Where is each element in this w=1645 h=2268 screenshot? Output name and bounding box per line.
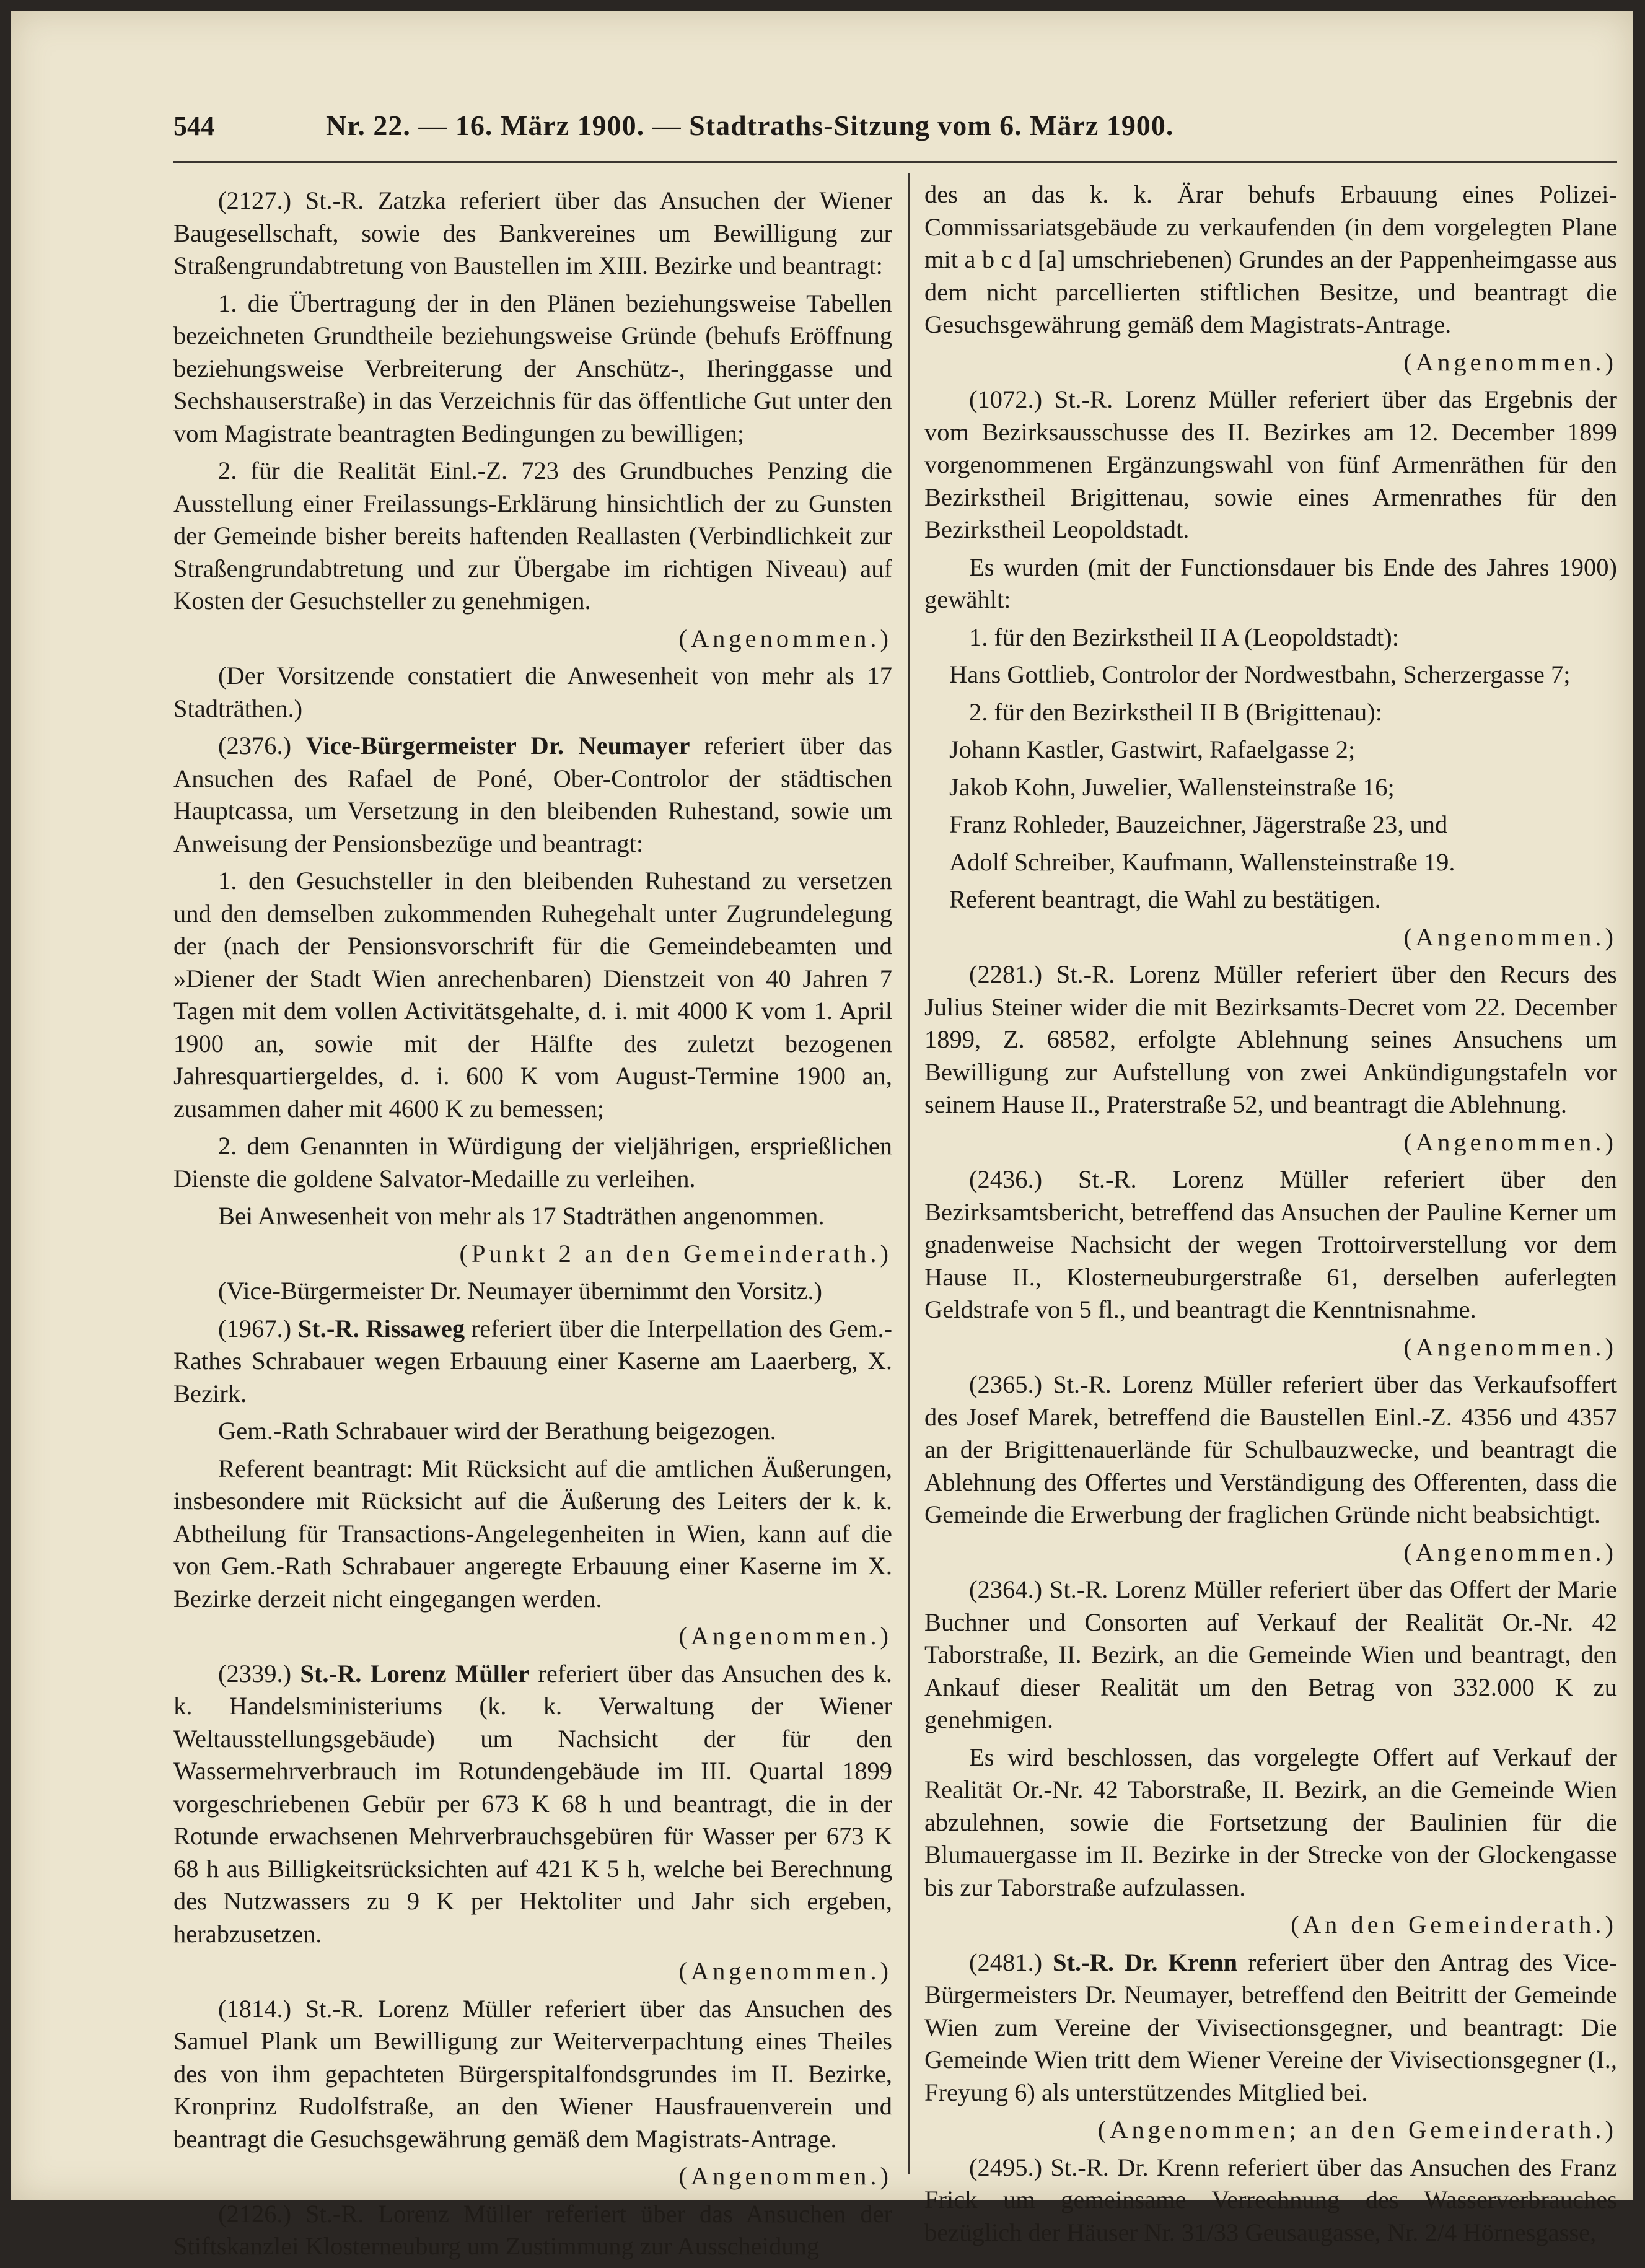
list-line: 1. für den Bezirkstheil II A (Leopoldstadt): — [969, 623, 1399, 651]
resolution-note: (Angenommen.) — [1403, 1127, 1617, 1156]
resolution-note: (An den Gemeinderath.) — [1291, 1911, 1617, 1938]
speaker-name: St.-R. Rissaweg — [297, 1314, 465, 1342]
list-line: Jakob Kohn, Juwelier, Wallensteinstraße 16; — [949, 773, 1395, 801]
item-number: (1967.) — [218, 1314, 292, 1342]
resolution-note: (Angenommen.) — [678, 1957, 892, 1985]
list-line: Franz Rohleder, Bauzeichner, Jägerstraße 23, und — [949, 810, 1448, 838]
page-header — [173, 109, 1320, 152]
item-2376-2: 2. dem Genannten in Würdigung der vieljährigen, ersprießlichen Dienste die goldene Salvator-Medaille zu verleihen. — [173, 1132, 892, 1193]
resolution-note: (Angenommen; an den Gemeinderath.) — [1097, 2116, 1617, 2143]
paragraph-1967 — [173, 1313, 892, 1411]
item-number: (2376.) — [218, 732, 292, 760]
paragraph-1072: (1072.) St.-R. Lorenz Müller referiert über das Ergebnis der vom Bezirksausschusse des II. Bezirkes am 12. December 1899 vorgenommenen Ergänzungswahl von fünf Armenräthen für den Bezirkstheil Brigittenau, sowie eines Armenrathes für den Bezirkstheil Leopoldstadt. — [924, 385, 1617, 543]
item-number: (2339.) — [218, 1659, 292, 1688]
paragraph-referent: Referent beantragt: Mit Rücksicht auf die amtlichen Äußerungen, insbesondere mit Rücksicht auf die Äußerung des Leiters der k. k. Abtheilung für Transactions-Angelegenheiten in Wien, kann auf die von Gem.-Rath Schrabauer angeregte Erbauung einer Kaserne im X. Bezirke derzeit nicht eingegangen werden. — [173, 1454, 892, 1613]
paragraph-quorum: (Der Vorsitzende constatiert die Anwesenheit von mehr als 17 Stadträthen.) — [173, 662, 892, 722]
list-line: 2. für den Bezirkstheil II B (Brigittenau): — [969, 698, 1382, 726]
running-title: Nr. 22. — 16. März 1900. — Stadtraths-Sitzung vom 6. März 1900. — [326, 110, 1174, 141]
paragraph-2281: (2281.) St.-R. Lorenz Müller referiert über den Recurs des Julius Steiner wider die mit Bezirksamts-Decret vom 22. December 1899, Z. 68582, erfolgte Ablehnung seines Ansuchens um Bewilligung zur Aufstellung von zwei Ankündigungstafeln vor seinem Hause II., Praterstraße 52, und beantragt die Ablehnung. — [924, 960, 1617, 1118]
paragraph-2127: (2127.) St.-R. Zatzka referiert über das Ansuchen der Wiener Baugesellschaft, sowie des Bankvereines um Bewilligung zur Straßengrundabtretung von Baustellen im XIII. Bezirke und beantragt: — [173, 186, 892, 279]
header-rule — [173, 161, 1617, 163]
paragraph-2339 — [173, 1658, 892, 1951]
paragraph-elected: Es wurden (mit der Functionsdauer bis Ende des Jahres 1900) gewählt: — [924, 553, 1617, 613]
column-divider — [908, 173, 910, 2174]
paragraph-2376 — [173, 730, 892, 860]
item-2376-1: 1. den Gesuchsteller in den bleibenden Ruhestand zu versetzen und den demselben zukommenden Ruhegehalt unter Zugrundelegung der (nach der Pensionsvorschrift für die Gemeindebeamten und »Diener der Stadt Wien anrechenbaren) Dienstzeit von 40 Jahren 7 Tagen mit dem vollen Activitätsgehalte, d. i. mit 4000 K vom 1. April 1900 an, sowie mit der Hälfte des zuletzt bezogenen Jahresquartiergeldes, d. i. 600 K vom August-Termine 1900 an, zusammen daher mit 4600 K zu bemessen; — [173, 867, 892, 1123]
paragraph-accepted: Bei Anwesenheit von mehr als 17 Stadträthen angenommen. — [218, 1202, 825, 1230]
paragraph-2126-cont: des an das k. k. Ärar behufs Erbauung eines Polizei-Commissariatsgebäude zu verkaufenden (in dem vorgelegten Plane mit a b c d [a] umschriebenen) Grundes an der Pappenheimgasse aus dem nicht parcellierten stiftlichen Besitze, und beantragt die Gesuchsgewährung gemäß dem Magistrats-Antrage. — [924, 180, 1617, 338]
list-line: Hans Gottlieb, Controlor der Nordwestbahn, Scherzergasse 7; — [949, 660, 1571, 688]
paragraph-1814: (1814.) St.-R. Lorenz Müller referiert über das Ansuchen des Samuel Plank um Bewilligung zur Weiterverpachtung eines Theiles des von ihm gepachteten Bürgerspitalfondsgrundes im II. Bezirke, Kronprinz Rudolfstraße, an den Wiener Hausfrauenverein und beantragt die Gesuchsgewährung gemäß dem Magistrats-Antrage. — [173, 1994, 892, 2153]
paragraph-2436: (2436.) St.-R. Lorenz Müller referiert über den Bezirksamtsbericht, betreffend das Ansuchen der Pauline Kerner um gnadenweise Nachsicht der wegen Trottoirverstellung vor dem Hause II., Klosterneuburgerstraße 61, derselben auferlegten Geldstrafe von 5 fl., und beantragt die Kenntnisnahme. — [924, 1165, 1617, 1323]
paragraph-text: referiert über das Ansuchen des k. k. Handelsministeriums (k. k. Verwaltung der Wiener Weltausstellungsgebäude) um Nachsicht der für den Wassermehrverbrauch im Rotundengebäude im III. Quartal 1899 vorgeschriebenen Gebür per 673 K 68 h und beantragt, die in der Rotunde erwachsenen Mehrverbrauchsgebüren für Wasser per 673 K 68 h aus Billigkeitsrücksichten auf 421 K 5 h, welche bei Berechnung des Nutzwassers zu 9 K per Hektoliter und Jahr sich ergeben, herabzusetzen. — [173, 1659, 893, 1948]
resolution-note: (Angenommen.) — [678, 1622, 892, 1650]
paragraph-decision: Es wird beschlossen, das vorgelegte Offert auf Verkauf der Realität Or.-Nr. 42 Taborstraße, II. Bezirk, an die Gemeinde Wien abzulehnen, sowie die Fortsetzung der Baulinien für die Blumauergasse im II. Bezirke in der Strecke von der Glockengasse bis zur Taborstraße aufzulassen. — [924, 1743, 1617, 1901]
item-number: (2481.) — [969, 1948, 1043, 1976]
newspaper-page — [11, 11, 1633, 2260]
speaker-name: Vice-Bürgermeister Dr. Neumayer — [305, 732, 690, 760]
resolution-note: (Angenommen.) — [1403, 1538, 1617, 1566]
item-2127-2: 2. für die Realität Einl.-Z. 723 des Grundbuches Penzing die Ausstellung einer Freilassungs-Erklärung hinsichtlich der zu Gunsten der Gemeinde bisher bereits haftenden Reallasten (Verbindlichkeit zur Straßengrundabtretung und zur Übergabe im richtigen Niveau) auf Kosten der Gesuchsteller zu genehmigen. — [173, 457, 892, 615]
paragraph-2365: (2365.) St.-R. Lorenz Müller referiert über das Verkaufsoffert des Josef Marek, betreffend die Baustellen Einl.-Z. 4356 und 4357 an der Brigittenauerlände für Schulbauzwecke, und beantragt die Ablehnung des Offertes und Verständigung des Offerenten, dass die Gemeinde die Erwerbung der fraglichen Gründe nicht beabsichtigt. — [924, 1370, 1617, 1528]
paragraph-text: referiert über den Antrag des Vice-Bürgermeisters Dr. Neumayer, betreffend den Beitritt der Gemeinde Wien zum Vereine der Vivisectionsgegner, und beantragt: Die Gemeinde Wien tritt dem Wiener Vereine der Vivisectionsgegner (I., Freyung 6) als unterstützendes Mitglied bei. — [924, 1948, 1618, 2106]
paragraph-2126: (2126.) St.-R. Lorenz Müller referiert über das Ansuchen der Stiftskanzlei Klosterneuburg um Zustimmung zur Ausscheidung — [173, 2199, 892, 2260]
paragraph-2495: (2495.) St.-R. Dr. Krenn referiert über das Ansuchen des Franz Frick um gemeinsame Verrechnung des Wasserverbrauches bezüglich der Häuser Nr. 31/33 Geusaugasse, Nr. 2/4 Hörnesgasse, — [924, 2153, 1617, 2246]
list-line: Adolf Schreiber, Kaufmann, Wallensteinstraße 19. — [949, 847, 1455, 876]
resolution-note: (Angenommen.) — [1403, 1333, 1617, 1361]
resolution-note: (Angenommen.) — [1403, 348, 1617, 376]
resolution-note: (Angenommen.) — [1403, 922, 1617, 951]
list-line: Referent beantragt, die Wahl zu bestätigen. — [949, 885, 1381, 913]
right-column — [924, 178, 1617, 2254]
left-column — [173, 185, 892, 2268]
paragraph-chair: (Vice-Bürgermeister Dr. Neumayer übernimmt den Vorsitz.) — [218, 1277, 822, 1305]
resolution-note: (Angenommen.) — [678, 624, 892, 652]
speaker-name: St.-R. Lorenz Müller — [300, 1659, 530, 1688]
paragraph-schrabauer: Gem.-Rath Schrabauer wird der Berathung beigezogen. — [218, 1417, 776, 1445]
list-line: Johann Kastler, Gastwirt, Rafaelgasse 2; — [949, 735, 1356, 763]
paragraph-2364: (2364.) St.-R. Lorenz Müller referiert über das Offert der Marie Buchner und Consorten auf Verkauf der Realität Or.-Nr. 42 Taborstraße, II. Bezirk, an die Gemeinde Wien und beantragt, den Ankauf dieser Realität um den Betrag von 332.000 K zu genehmigen. — [924, 1575, 1617, 1733]
resolution-note: (Punkt 2 an den Gemeinderath.) — [459, 1239, 892, 1268]
speaker-name: St.-R. Dr. Krenn — [1052, 1948, 1238, 1976]
paragraph-2481 — [924, 1946, 1617, 2109]
paragraph-text: referiert über das Ansuchen des Rafael de Poné, Ober-Controlor der städtischen Hauptcassa, um Versetzung in den bleibenden Ruhestand, sowie um Anweisung der Pensionsbezüge und beantragt: — [173, 732, 893, 857]
resolution-note: (Angenommen.) — [678, 2162, 892, 2190]
paragraph-text: referiert über die Interpellation des Gem.-Rathes Schrabauer wegen Erbauung einer Kaserne am Laaerberg, X. Bezirk. — [173, 1314, 893, 1408]
page-number: 544 — [173, 111, 214, 141]
item-2127-1: 1. die Übertragung der in den Plänen beziehungsweise Tabellen bezeichneten Grundtheile beziehungsweise Gründe (behufs Eröffnung beziehungsweise Verbreiterung der Anschütz-, Iheringgasse und Sechshauserstraße) in das Verzeichnis für das öffentliche Gut unter den vom Magistrate beantragten Bedingungen zu bewilligen; — [173, 289, 892, 447]
